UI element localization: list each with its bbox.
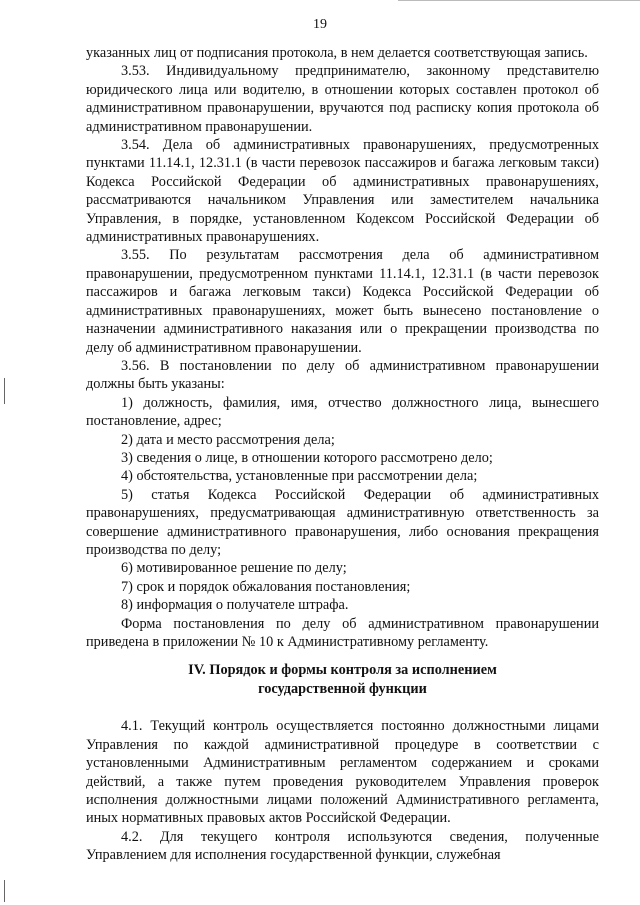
paragraph-3-54: 3.54. Дела об административных правонарушениях, предусмотренных пунктами 11.14.1, 12.31.1 (в части перевозок пассажиров и багажа легковым такси) Кодекса Российской Федерации об административных правонарушениях, рассматриваются начальником Управления или заместителем начальника Управления, в порядке, установленном Кодексом Российской Федерации об административных правонарушениях.	[86, 137, 599, 246]
list-item-6: 6) мотивированное решение по делу;	[121, 560, 347, 577]
scan-edge-mark-bottom	[4, 880, 5, 902]
scan-edge-mark-left	[4, 378, 5, 404]
list-item-8: 8) информация о получателе штрафа.	[121, 597, 349, 614]
list-item-3: 3) сведения о лице, в отношении которого рассмотрено дело;	[121, 449, 493, 466]
section-heading-line-2: государственной функции	[258, 681, 427, 698]
paragraph-3-55: 3.55. По результатам рассмотрения дела об административном правонарушении, предусмотренном пунктами 11.14.1, 12.31.1 (в части перевозок пассажиров и багажа легковым такси) Кодекса Российской Федерации об административных правонарушениях, может быть вынесено постановление о назначении административного наказания или о прекращении производства по делу об административном правонарушении.	[86, 247, 599, 356]
list-item-7: 7) срок и порядок обжалования постановления;	[121, 578, 411, 595]
list-item-1: 1) должность, фамилия, имя, отчество должностного лица, вынесшего постановление, адрес;	[86, 394, 599, 430]
paragraph-continuation: указанных лиц от подписания протокола, в нем делается соответствующая запись.	[86, 45, 588, 61]
paragraph-3-56: 3.56. В постановлении по делу об административном правонарушении должны быть указаны:	[86, 357, 599, 393]
paragraph-form-reference: Форма постановления по делу об административном правонарушении приведена в приложении № 10 к Административному регламенту.	[86, 615, 599, 650]
list-item-5: 5) статья Кодекса Российской Федерации об административных правонарушениях, предусматривающая административную ответственность за совершение административного правонарушения, либо основания прекращения производства по делу;	[86, 486, 599, 558]
paragraph-3-53: 3.53. Индивидуальному предпринимателю, законному представителю юридического лица или водителю, в отношении которых составлен протокол об административном правонарушении, вручаются под расписку копия протокола об административном правонарушении.	[86, 63, 599, 135]
scan-edge-mark-top	[398, 0, 640, 1]
section-heading	[86, 661, 599, 699]
list-item-2: 2) дата и место рассмотрения дела;	[121, 431, 335, 448]
paragraph-4-2: 4.2. Для текущего контроля используются сведения, полученные Управлением для исполнения государственной функции, служебная	[86, 828, 599, 864]
section-heading-line-1: IV. Порядок и формы контроля за исполнением	[188, 662, 497, 679]
list-item-4: 4) обстоятельства, установленные при рассмотрении дела;	[121, 468, 478, 485]
page-number: 19	[313, 17, 327, 32]
paragraph-4-1: 4.1. Текущий контроль осуществляется постоянно должностными лицами Управления по каждой административной процедуре в соответствии с установленными Административным регламентом содержанием и сроками действий, а также путем проведения руководителем Управления проверок исполнения должностными лицами положений Административного регламента, иных нормативных правовых актов Российской Федерации.	[86, 718, 599, 827]
document-body	[86, 44, 599, 865]
